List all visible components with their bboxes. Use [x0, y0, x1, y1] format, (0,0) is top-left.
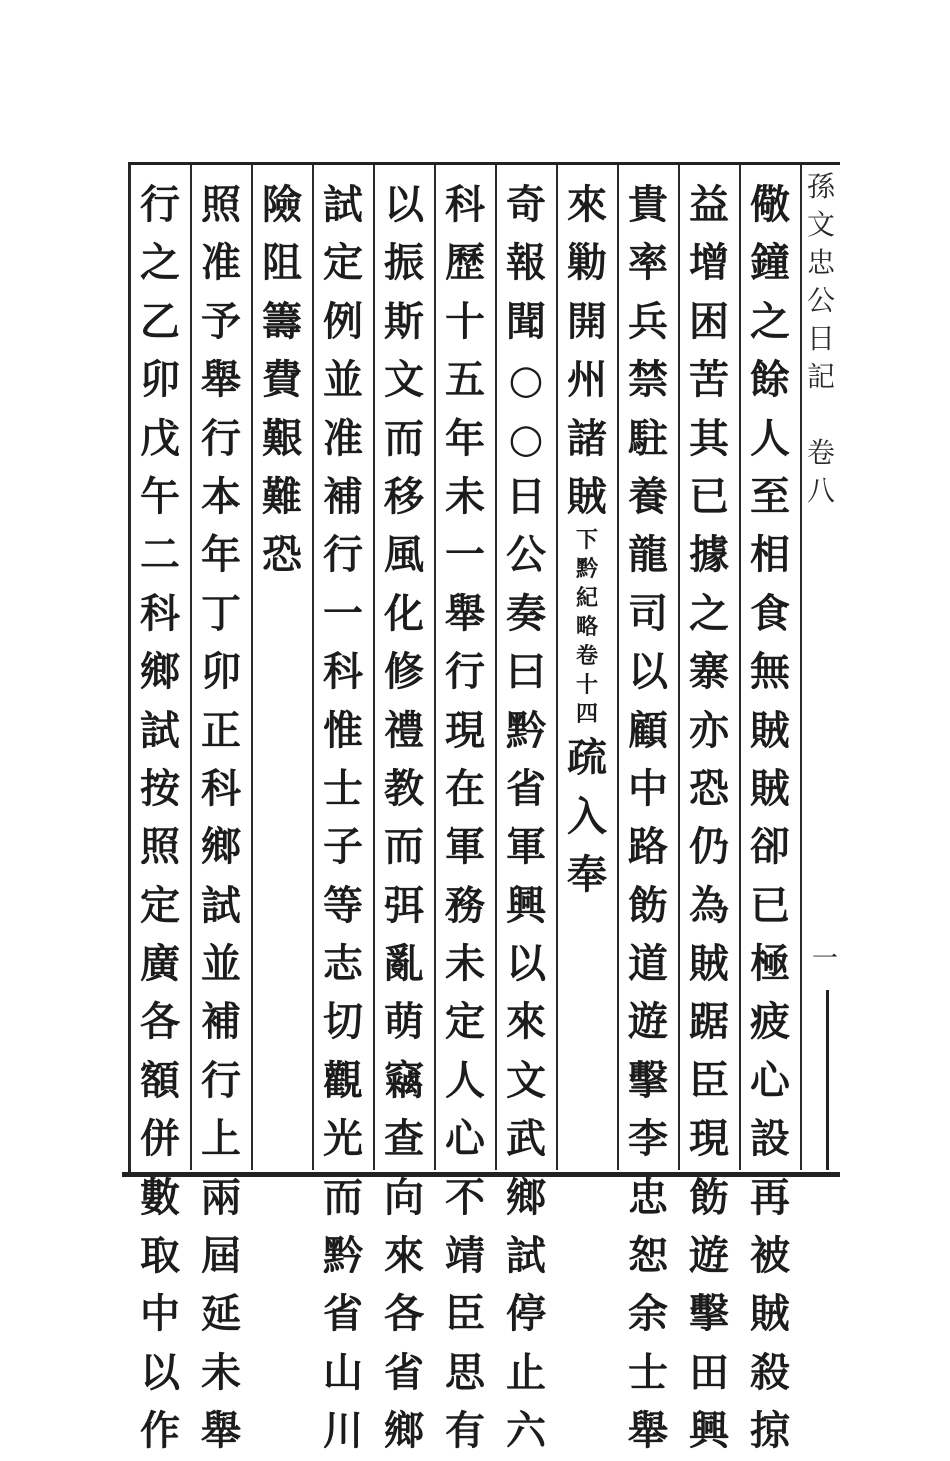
margin-title	[801, 168, 841, 510]
glyph: 未	[445, 472, 485, 520]
column-rule	[190, 165, 192, 1170]
glyph: 鄉	[506, 1173, 546, 1221]
note-glyph: 略	[575, 614, 598, 641]
title-char: 文	[806, 208, 835, 241]
glyph: 據	[689, 531, 729, 579]
text-column	[379, 176, 429, 1455]
glyph: 來	[567, 181, 607, 228]
glyph: 軍	[506, 823, 546, 871]
glyph: 試	[140, 706, 180, 754]
glyph: 務	[445, 881, 485, 929]
glyph: 補	[323, 472, 363, 520]
glyph: 川	[323, 1407, 363, 1455]
glyph: 費	[262, 356, 302, 404]
glyph: 科	[445, 181, 485, 228]
glyph: 延	[201, 1290, 241, 1338]
glyph: 一	[323, 589, 363, 637]
glyph: 教	[384, 764, 424, 812]
glyph: 公	[506, 531, 546, 579]
glyph: 亂	[384, 940, 424, 988]
glyph: 山	[323, 1348, 363, 1396]
glyph: 振	[384, 239, 424, 287]
glyph: 司	[628, 589, 668, 637]
glyph: 戊	[140, 414, 180, 462]
glyph: 年	[445, 414, 485, 462]
glyph: 鄉	[140, 648, 180, 696]
glyph: ○	[508, 356, 544, 404]
text-column	[623, 176, 673, 1455]
glyph: 賊	[750, 764, 790, 812]
glyph: 子	[323, 823, 363, 871]
glyph: 舉	[201, 1407, 241, 1455]
column-rule	[434, 165, 436, 1170]
column-rule	[251, 165, 253, 1170]
glyph: 恐	[689, 764, 729, 812]
glyph: 停	[506, 1290, 546, 1338]
glyph: 試	[323, 181, 363, 228]
glyph: 十	[445, 297, 485, 345]
title-char: 忠	[806, 246, 835, 279]
glyph: 本	[201, 472, 241, 520]
text-column	[318, 176, 368, 1455]
glyph: 仍	[689, 823, 729, 871]
glyph: 增	[689, 239, 729, 287]
glyph: 中	[628, 764, 668, 812]
glyph: 心	[445, 1115, 485, 1163]
glyph: 之	[750, 297, 790, 345]
text-column	[257, 176, 307, 1170]
glyph: 查	[384, 1115, 424, 1163]
glyph: 乙	[140, 297, 180, 345]
folio-number: 一	[812, 944, 839, 974]
glyph: 田	[689, 1348, 729, 1396]
glyph: 日	[506, 472, 546, 520]
text-column	[135, 176, 185, 1455]
glyph: 飭	[689, 1173, 729, 1221]
glyph: 寨	[689, 648, 729, 696]
glyph: 來	[384, 1232, 424, 1280]
glyph: 五	[445, 356, 485, 404]
glyph: 定	[323, 239, 363, 287]
title-char: 孫	[806, 170, 835, 203]
glyph: 疲	[750, 998, 790, 1046]
glyph: 養	[628, 472, 668, 520]
glyph: 率	[628, 239, 668, 287]
glyph: 難	[262, 472, 302, 520]
glyph: 照	[140, 823, 180, 871]
glyph: 兩	[201, 1173, 241, 1221]
glyph: 丁	[201, 589, 241, 637]
glyph: 上	[201, 1115, 241, 1163]
glyph: 准	[201, 239, 241, 287]
glyph: 益	[689, 181, 729, 228]
glyph: 有	[445, 1407, 485, 1455]
note-glyph: 下	[575, 527, 598, 554]
glyph: 定	[140, 881, 180, 929]
glyph: 艱	[262, 414, 302, 462]
glyph: 惟	[323, 706, 363, 754]
page-frame	[128, 162, 840, 1455]
glyph: 省	[384, 1348, 424, 1396]
glyph: 一	[445, 531, 485, 579]
glyph: 卯	[140, 356, 180, 404]
glyph: 舉	[445, 589, 485, 637]
glyph: 兵	[628, 297, 668, 345]
glyph: 並	[323, 356, 363, 404]
glyph: 龍	[628, 531, 668, 579]
text-column	[562, 176, 612, 1170]
glyph: 臣	[445, 1290, 485, 1338]
glyph: 作	[140, 1407, 180, 1455]
glyph: 奉	[567, 851, 607, 899]
glyph: 而	[323, 1173, 363, 1221]
glyph: 而	[384, 414, 424, 462]
glyph: 思	[445, 1348, 485, 1396]
glyph: 人	[445, 1056, 485, 1104]
glyph: 向	[384, 1173, 424, 1221]
glyph: 恕	[628, 1232, 668, 1280]
glyph: 李	[628, 1115, 668, 1163]
glyph: 取	[140, 1232, 180, 1280]
glyph: 科	[201, 764, 241, 812]
glyph: 予	[201, 297, 241, 345]
glyph: 鄉	[201, 823, 241, 871]
glyph: 現	[445, 706, 485, 754]
glyph: 遊	[628, 998, 668, 1046]
glyph: 屆	[201, 1232, 241, 1280]
glyph: 科	[323, 648, 363, 696]
glyph: 極	[750, 940, 790, 988]
glyph: 人	[750, 414, 790, 462]
glyph: 試	[201, 881, 241, 929]
glyph: 定	[445, 998, 485, 1046]
glyph: 勦	[567, 239, 607, 287]
text-column	[501, 176, 551, 1455]
glyph: 以	[384, 181, 424, 228]
column-rule	[739, 165, 741, 1170]
glyph: 以	[506, 940, 546, 988]
glyph: 士	[323, 764, 363, 812]
title-char	[817, 396, 826, 434]
glyph: 黔	[323, 1232, 363, 1280]
glyph: 亦	[689, 706, 729, 754]
glyph: 余	[628, 1290, 668, 1338]
glyph: 文	[506, 1056, 546, 1104]
glyph: 至	[750, 472, 790, 520]
glyph: 試	[506, 1232, 546, 1280]
glyph: 儆	[750, 181, 790, 228]
glyph: 曰	[506, 648, 546, 696]
glyph: 興	[506, 881, 546, 929]
glyph: 恐	[262, 531, 302, 579]
glyph: 禮	[384, 706, 424, 754]
glyph: 飭	[628, 881, 668, 929]
glyph: 心	[750, 1056, 790, 1104]
right-margin-rule	[826, 990, 829, 1170]
glyph: 臣	[689, 1056, 729, 1104]
glyph: 現	[689, 1115, 729, 1163]
title-char: 記	[806, 360, 835, 393]
glyph: 踞	[689, 998, 729, 1046]
text-column	[745, 176, 795, 1455]
glyph: 廣	[140, 940, 180, 988]
glyph: 籌	[262, 297, 302, 345]
glyph: 開	[567, 297, 607, 345]
glyph: 歷	[445, 239, 485, 287]
glyph: 苦	[689, 356, 729, 404]
glyph: 其	[689, 414, 729, 462]
glyph: 二	[140, 531, 180, 579]
glyph: 各	[384, 1290, 424, 1338]
glyph: 斯	[384, 297, 424, 345]
glyph: 鐘	[750, 239, 790, 287]
glyph: 遊	[689, 1232, 729, 1280]
glyph: 志	[323, 940, 363, 988]
glyph: 行	[323, 531, 363, 579]
glyph: 路	[628, 823, 668, 871]
glyph: 餘	[750, 356, 790, 404]
glyph: 道	[628, 940, 668, 988]
title-char: 卷	[806, 436, 835, 469]
note-glyph: 黔	[575, 556, 598, 583]
glyph: 舉	[628, 1407, 668, 1455]
glyph: 照	[201, 181, 241, 228]
column-rule	[129, 165, 131, 1170]
glyph: 切	[323, 998, 363, 1046]
glyph: 賊	[750, 1290, 790, 1338]
text-column	[684, 176, 734, 1455]
glyph: 移	[384, 472, 424, 520]
note-glyph: 四	[575, 701, 598, 728]
glyph: 竊	[384, 1056, 424, 1104]
glyph: 行	[445, 648, 485, 696]
title-char: 公	[806, 284, 835, 317]
glyph: 報	[506, 239, 546, 287]
glyph: 被	[750, 1232, 790, 1280]
glyph: 六	[506, 1407, 546, 1455]
glyph: 併	[140, 1115, 180, 1163]
glyph: 奏	[506, 589, 546, 637]
note-glyph: 紀	[575, 585, 598, 612]
glyph: ○	[508, 414, 544, 462]
glyph: 已	[750, 881, 790, 929]
text-column	[196, 176, 246, 1455]
glyph: 卯	[201, 648, 241, 696]
glyph: 禁	[628, 356, 668, 404]
glyph: 阻	[262, 239, 302, 287]
frame-top-border	[128, 162, 840, 165]
glyph: 未	[445, 940, 485, 988]
glyph: 化	[384, 589, 424, 637]
column-rule	[373, 165, 375, 1170]
glyph: 風	[384, 531, 424, 579]
glyph: 以	[140, 1348, 180, 1396]
glyph: 修	[384, 648, 424, 696]
glyph: 擊	[689, 1290, 729, 1338]
glyph: 掠	[750, 1407, 790, 1455]
column-rule	[312, 165, 314, 1170]
glyph: 萌	[384, 998, 424, 1046]
note-glyph: 十	[575, 672, 598, 699]
glyph: 而	[384, 823, 424, 871]
glyph: 設	[750, 1115, 790, 1163]
glyph: 聞	[506, 297, 546, 345]
column-rule	[556, 165, 558, 1170]
glyph: 顧	[628, 706, 668, 754]
glyph: 止	[506, 1348, 546, 1396]
glyph: 卻	[750, 823, 790, 871]
glyph: 科	[140, 589, 180, 637]
glyph: 等	[323, 881, 363, 929]
glyph: 省	[323, 1290, 363, 1338]
glyph: 貴	[628, 181, 668, 228]
glyph: 奇	[506, 181, 546, 228]
glyph: 之	[689, 589, 729, 637]
glyph: 擊	[628, 1056, 668, 1104]
glyph: 士	[628, 1348, 668, 1396]
glyph: 不	[445, 1173, 485, 1221]
column-rule	[495, 165, 497, 1170]
glyph: 正	[201, 706, 241, 754]
glyph: 來	[506, 998, 546, 1046]
glyph: 觀	[323, 1056, 363, 1104]
glyph: 各	[140, 998, 180, 1046]
glyph: 額	[140, 1056, 180, 1104]
glyph: 中	[140, 1290, 180, 1338]
text-column	[440, 176, 490, 1455]
glyph: 賊	[750, 706, 790, 754]
glyph: 按	[140, 764, 180, 812]
glyph: 險	[262, 181, 302, 228]
glyph: 殺	[750, 1348, 790, 1396]
glyph: 食	[750, 589, 790, 637]
glyph: 舉	[201, 356, 241, 404]
glyph: 武	[506, 1115, 546, 1163]
glyph: 無	[750, 648, 790, 696]
glyph: 行	[140, 181, 180, 228]
glyph: 為	[689, 881, 729, 929]
glyph: 年	[201, 531, 241, 579]
glyph: 相	[750, 531, 790, 579]
glyph: 黔	[506, 706, 546, 754]
glyph: 行	[201, 414, 241, 462]
glyph: 補	[201, 998, 241, 1046]
note-glyph: 卷	[575, 643, 598, 670]
glyph: 疏	[567, 734, 607, 782]
glyph: 並	[201, 940, 241, 988]
glyph: 賊	[567, 472, 607, 520]
glyph: 鄉	[384, 1407, 424, 1455]
glyph: 准	[323, 414, 363, 462]
glyph: 州	[567, 356, 607, 404]
glyph: 以	[628, 648, 668, 696]
column-rule	[678, 165, 680, 1170]
glyph: 諸	[567, 414, 607, 462]
glyph: 軍	[445, 823, 485, 871]
glyph: 弭	[384, 881, 424, 929]
glyph: 光	[323, 1115, 363, 1163]
glyph: 未	[201, 1348, 241, 1396]
glyph: 例	[323, 297, 363, 345]
glyph: 之	[140, 239, 180, 287]
glyph: 再	[750, 1173, 790, 1221]
glyph: 在	[445, 764, 485, 812]
glyph: 省	[506, 764, 546, 812]
glyph: 文	[384, 356, 424, 404]
title-char: 八	[806, 474, 835, 507]
glyph: 午	[140, 472, 180, 520]
title-char: 日	[806, 322, 835, 355]
glyph: 數	[140, 1173, 180, 1221]
glyph: 困	[689, 297, 729, 345]
glyph: 已	[689, 472, 729, 520]
glyph: 行	[201, 1056, 241, 1104]
glyph: 忠	[628, 1173, 668, 1221]
glyph: 賊	[689, 940, 729, 988]
glyph: 靖	[445, 1232, 485, 1280]
glyph: 興	[689, 1407, 729, 1455]
glyph: 駐	[628, 414, 668, 462]
glyph: 入	[567, 792, 607, 840]
column-rule	[617, 165, 619, 1170]
